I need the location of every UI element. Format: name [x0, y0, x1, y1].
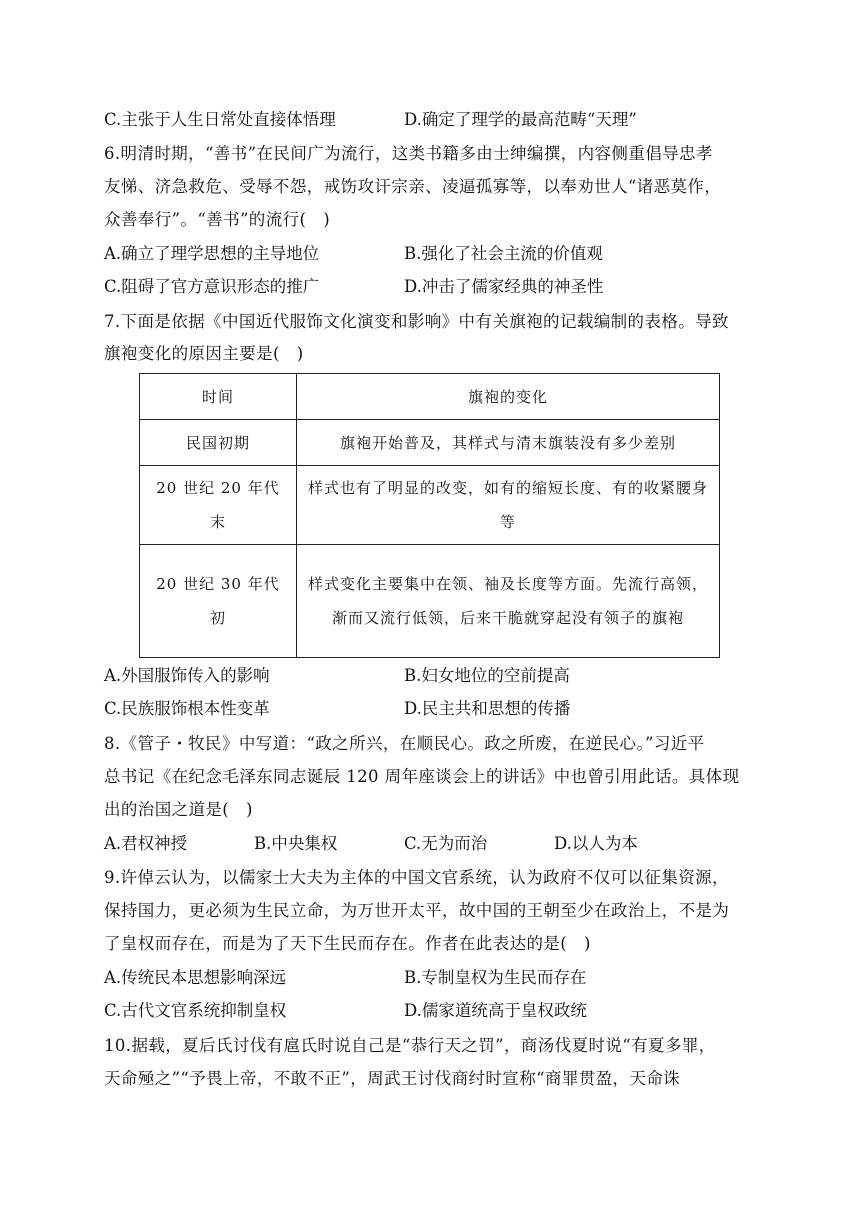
- q6-stem-line-2: 友悌、济急救危、受辱不怨，戒饬攻讦宗亲、凌逼孤寡等，以奉劝世人“诸恶莫作，: [104, 177, 722, 196]
- table-row: [140, 420, 720, 466]
- table-cell-time: 20 世纪 20 年代末: [140, 466, 297, 545]
- qipao-table: [139, 373, 720, 658]
- table-row: [140, 545, 720, 658]
- q6-option-d: D.冲击了儒家经典的神圣性: [404, 277, 604, 296]
- table-cell-time: 民国初期: [140, 420, 297, 466]
- q8-option-d: D.以人为本: [554, 834, 638, 853]
- q7-option-d: D.民主共和思想的传播: [404, 699, 571, 718]
- q9-stem-line-1: 9.许倬云认为，以儒家士大夫为主体的中国文官系统，认为政府不仅可以征集资源，: [104, 868, 729, 887]
- q5-option-c: C.主张于人生日常处直接体悟理: [104, 110, 336, 129]
- q9-stem-line-3: 了皇权而存在，而是为了天下生民而存在。作者在此表达的是( ): [104, 934, 591, 953]
- q7-stem-line-2: 旗袍变化的原因主要是( ): [104, 344, 304, 363]
- q7-option-b: B.妇女地位的空前提高: [404, 666, 570, 685]
- q7-option-c: C.民族服饰根本性变革: [104, 699, 270, 718]
- table-header-change: 旗袍的变化: [297, 374, 720, 420]
- table-cell-change: 旗袍开始普及，其样式与清末旗装没有多少差别: [297, 420, 720, 466]
- q8-option-b: B.中央集权: [254, 834, 338, 853]
- table-header-row: [140, 374, 720, 420]
- q5-option-d: D.确定了理学的最高范畴“天理”: [404, 110, 637, 129]
- q10-stem-line-1: 10.据载，夏后氏讨伐有扈氏时说自己是“恭行天之罚”，商汤伐夏时说“有夏多罪，: [104, 1036, 716, 1055]
- q8-stem-line-1: 8.《管子・牧民》中写道：“政之所兴，在顺民心。政之所废，在逆民心。”习近平: [104, 734, 705, 753]
- q9-option-c: C.古代文官系统抑制皇权: [104, 1001, 287, 1020]
- table-cell-change: 样式变化主要集中在领、袖及长度等方面。先流行高领，渐而又流行低领，后来干脆就穿起没有领子的旗袍: [297, 545, 720, 658]
- q8-option-a: A.君权神授: [104, 834, 188, 853]
- table-row: [140, 466, 720, 545]
- q8-stem-line-3: 出的治国之道是( ): [104, 800, 253, 819]
- q6-option-a: A.确立了理学思想的主导地位: [104, 244, 320, 263]
- q8-stem-line-2: 总书记《在纪念毛泽东同志诞辰 120 周年座谈会上的讲话》中也曾引用此话。具体现: [104, 767, 740, 786]
- q7-stem-line-1: 7.下面是依据《中国近代服饰文化演变和影响》中有关旗袍的记载编制的表格。导致: [104, 312, 729, 331]
- q7-option-a: A.外国服饰传入的影响: [104, 666, 270, 685]
- q9-option-b: B.专制皇权为生民而存在: [404, 968, 587, 987]
- q9-option-d: D.儒家道统高于皇权政统: [404, 1001, 587, 1020]
- q6-option-b: B.强化了社会主流的价值观: [404, 244, 603, 263]
- table-cell-time: 20 世纪 30 年代初: [140, 545, 297, 658]
- table-cell-change: 样式也有了明显的改变，如有的缩短长度、有的收紧腰身等: [297, 466, 720, 545]
- q9-option-a: A.传统民本思想影响深远: [104, 968, 287, 987]
- q10-stem-line-2: 天命殛之”“予畏上帝，不敢不正”，周武王讨伐商纣时宣称“商罪贯盈，天命诛: [104, 1069, 681, 1088]
- q6-stem-line-3: 众善奉行”。“善书”的流行( ): [104, 210, 331, 229]
- q6-stem-line-1: 6.明清时期，“善书”在民间广为流行，这类书籍多由士绅编撰，内容侧重倡导忠孝: [104, 144, 713, 163]
- table-header-time: 时间: [140, 374, 297, 420]
- q8-option-c: C.无为而治: [404, 834, 488, 853]
- q6-option-c: C.阻碍了官方意识形态的推广: [104, 277, 320, 296]
- q9-stem-line-2: 保持国力，更必须为生民立命，为万世开太平，故中国的王朝至少在政治上，不是为: [104, 901, 730, 920]
